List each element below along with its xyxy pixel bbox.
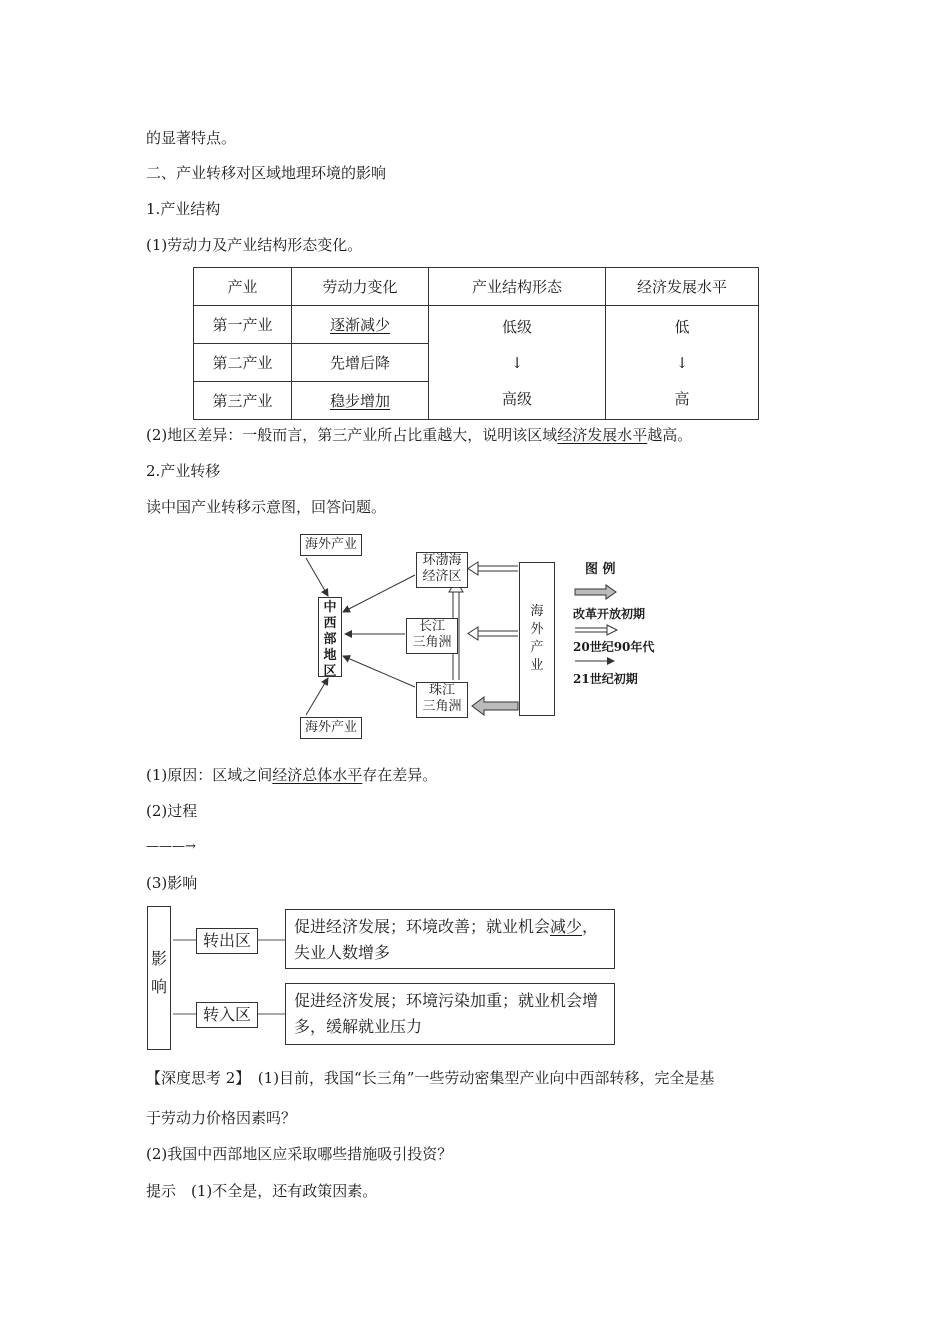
industry-structure-table [193, 267, 759, 420]
table-cell [292, 382, 429, 420]
in-region-effects: 促进经济发展；环境污染加重；就业机会增多，缓解就业压力 [285, 983, 615, 1045]
answer-blank: 经济总体水平 [272, 766, 363, 784]
table-cell: 先增后降 [292, 344, 429, 382]
down-arrow-icon: ↓ [675, 353, 689, 372]
text-line: 于劳动力价格因素吗？ [146, 1109, 297, 1127]
overseas-industry-bottom: 海外产业 [300, 717, 362, 739]
structure-low: 低级 [501, 317, 532, 336]
in-region-label: 转入区 [196, 1002, 258, 1028]
text-line: (2)过程 [146, 802, 198, 820]
out-region-effects: 促进经济发展；环境改善；就业机会减少，失业人数增多 [285, 909, 615, 969]
table-cell: 第二产业 [194, 344, 292, 382]
process-arrow: ———→ [146, 839, 196, 854]
legend-item: 20世纪90年代 [573, 640, 655, 654]
labor-value: 稳步增加 [329, 392, 390, 410]
out-region-label: 转出区 [196, 928, 258, 954]
down-arrow-icon: ↓ [510, 353, 524, 372]
central-west-region: 中西部地区 [318, 597, 342, 677]
table-cell: 第三产业 [194, 382, 292, 420]
level-cell [606, 306, 759, 420]
legend-title: 图 例 [585, 562, 616, 577]
bohai-region: 环渤海 经济区 [416, 552, 468, 588]
legend-item: 21世纪初期 [573, 672, 638, 686]
structure-high: 高级 [501, 389, 532, 408]
level-high: 高 [674, 389, 690, 408]
text-line: 的显著特点。 [146, 129, 237, 147]
table-header: 产业 [194, 268, 292, 306]
text-line: (1)原因：区域之间经济总体水平存在差异。 [146, 766, 438, 784]
pearl-delta: 珠江 三角洲 [416, 682, 468, 718]
deep-thinking-question: 【深度思考 2】 (1)目前，我国“长三角”一些劳动密集型产业向中西部转移，完全是基 [146, 1069, 715, 1087]
table-cell: 第一产业 [194, 306, 292, 344]
table-header: 劳动力变化 [292, 268, 429, 306]
answer-blank: 经济发展水平 [557, 426, 648, 444]
labor-value: 逐渐减少 [329, 316, 390, 334]
level-low: 低 [674, 317, 690, 336]
table-header: 产业结构形态 [429, 268, 606, 306]
industry-transfer-diagram [298, 530, 668, 745]
overseas-industry-top: 海外产业 [300, 534, 362, 556]
table-cell [292, 306, 429, 344]
text-line: 读中国产业转移示意图，回答问题。 [146, 498, 387, 516]
hint-line: 提示 (1)不全是，还有政策因素。 [146, 1182, 378, 1200]
text-line: (3)影响 [146, 874, 198, 892]
yangtze-delta: 长江 三角洲 [406, 618, 458, 654]
section-heading: 二、产业转移对区域地理环境的影响 [146, 164, 387, 182]
structure-cell [429, 306, 606, 420]
table-header: 经济发展水平 [606, 268, 759, 306]
overseas-industry-right: 海外产业 [519, 562, 555, 716]
impact-diagram [146, 906, 626, 1052]
legend-item: 改革开放初期 [573, 607, 646, 621]
text-line: (2)我国中西部地区应采取哪些措施吸引投资？ [146, 1145, 453, 1163]
impact-root: 影响 [147, 906, 171, 1050]
subsection-heading: 2.产业转移 [146, 462, 221, 480]
text-line: (2)地区差异：一般而言，第三产业所占比重越大，说明该区域经济发展水平越高。 [146, 426, 693, 444]
text-line: (1)劳动力及产业结构形态变化。 [146, 236, 363, 254]
subsection-heading: 1.产业结构 [146, 200, 221, 218]
